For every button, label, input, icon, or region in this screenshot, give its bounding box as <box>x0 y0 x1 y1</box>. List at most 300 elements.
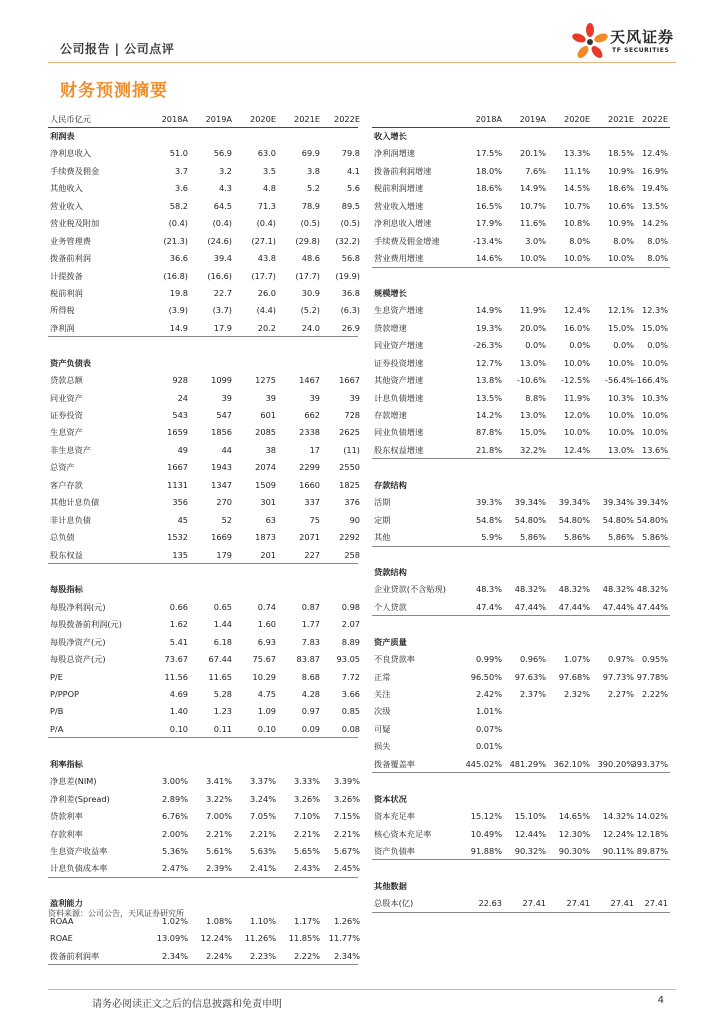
cell-value: (0.5) <box>300 218 320 229</box>
cell-value: 1.02% <box>161 915 188 926</box>
cell-value: 1.60 <box>257 619 276 630</box>
table-row <box>372 407 670 424</box>
row-label: 每股指标 <box>50 584 83 595</box>
row-label: 盈利能力 <box>50 898 83 909</box>
cell-value: 27.41 <box>610 898 634 909</box>
table-row <box>48 145 358 162</box>
cell-value: (0.5) <box>340 218 360 229</box>
cell-value: 11.26% <box>244 933 276 944</box>
section-header-row <box>48 756 358 773</box>
cell-value: 49 <box>177 444 188 455</box>
cell-value: 19.3% <box>475 322 502 333</box>
cell-value: 8.89 <box>341 636 360 647</box>
row-label: 手续费及佣金 <box>50 165 100 176</box>
cell-value: 1.08% <box>205 915 232 926</box>
cell-value: 2550 <box>339 462 360 473</box>
row-label: 拨备前利润 <box>50 253 91 264</box>
row-label: 同业资产增速 <box>374 340 424 351</box>
table-row <box>48 390 358 407</box>
cell-value: 0.99% <box>475 654 502 665</box>
cell-value: 13.0% <box>519 410 546 420</box>
row-label: 税前利润 <box>50 287 83 298</box>
cell-value: 5.65% <box>293 845 320 856</box>
table-row <box>48 930 358 947</box>
cell-value: 7.05% <box>249 811 276 822</box>
table-row <box>48 424 358 441</box>
cell-value: 48.6 <box>301 253 320 264</box>
row-label: 净利息收入增速 <box>374 218 432 229</box>
row-label: 拨备覆盖率 <box>374 758 415 769</box>
cell-value: 39 <box>349 392 360 403</box>
cell-value: 12.44% <box>514 828 546 839</box>
cell-value: 2.37% <box>519 689 546 699</box>
cell-value: 3.6 <box>174 183 188 194</box>
cell-value: 2.41% <box>249 863 276 874</box>
cell-value: 38 <box>265 444 276 455</box>
row-label: 营业收入 <box>50 200 83 211</box>
cell-value: 11.56 <box>164 671 188 682</box>
cell-value: 64.5 <box>213 200 232 211</box>
cell-value: 20.1% <box>519 148 546 159</box>
cell-value: 14.2% <box>641 218 668 229</box>
row-label: 生息资产收益率 <box>50 845 108 856</box>
cell-value: 11.9% <box>563 392 590 403</box>
cell-value: 20.2 <box>257 322 276 333</box>
header-year: 2019A <box>205 114 232 124</box>
cell-value: 17.5% <box>475 148 502 159</box>
cell-value: 5.61% <box>205 845 232 856</box>
cell-value: 63.0 <box>257 148 276 159</box>
cell-value: 10.7% <box>519 200 546 211</box>
cell-value: 3.22% <box>205 793 232 804</box>
cell-value: 6.18 <box>213 636 232 647</box>
cell-value: 5.86% <box>519 532 546 543</box>
section-header-row <box>372 878 670 895</box>
cell-value: 0.65 <box>213 601 232 612</box>
section-header-row <box>372 564 670 581</box>
cell-value: (19.9) <box>335 270 360 281</box>
cell-value: -10.6% <box>517 375 546 386</box>
cell-value: (32.2) <box>335 235 360 246</box>
table-row <box>372 843 670 860</box>
cell-value: 11.6% <box>519 218 546 229</box>
table-row <box>372 669 670 686</box>
cell-value: 11.9% <box>519 305 546 316</box>
cell-value: 445.02% <box>465 758 502 769</box>
cell-value: 1659 <box>167 427 188 438</box>
cell-value: 258 <box>344 549 360 560</box>
cell-value: 11.65 <box>208 671 232 682</box>
table-row <box>372 145 670 162</box>
cell-value: 97.73% <box>602 671 634 682</box>
cell-value: 1.07% <box>563 654 590 665</box>
table-row <box>372 215 670 232</box>
cell-value: 2.34% <box>333 950 360 961</box>
table-row <box>48 163 358 180</box>
cell-value: (16.8) <box>163 270 188 281</box>
cell-value: 1532 <box>167 532 188 543</box>
row-label: ROAA <box>50 915 74 926</box>
row-label: 同业资产 <box>50 392 83 403</box>
table-row <box>48 878 358 895</box>
cell-value: 1943 <box>211 462 232 473</box>
section-header-row <box>372 634 670 651</box>
cell-value: 1669 <box>211 532 232 543</box>
cell-value: -56.4% <box>605 375 634 386</box>
table-row <box>48 669 358 686</box>
row-label: 净息差(NIM) <box>50 776 97 787</box>
cell-value: 2625 <box>339 427 360 438</box>
header-year: 2018A <box>475 114 502 124</box>
row-label: 非生息资产 <box>50 444 91 455</box>
header-year: 2018A <box>161 114 188 124</box>
cell-value: 18.5% <box>607 148 634 159</box>
cell-value: 135 <box>172 549 188 560</box>
cell-value: (6.3) <box>340 305 360 316</box>
cell-value: 47.44% <box>558 601 590 612</box>
table-row <box>48 459 358 476</box>
table-row <box>48 320 358 337</box>
row-label: 其他收入 <box>50 183 83 194</box>
cell-value: 16.0% <box>563 322 590 333</box>
cell-value: 36.6 <box>169 253 188 264</box>
table-row <box>48 337 358 354</box>
row-label: 资产质量 <box>374 636 407 647</box>
cell-value: 2.43% <box>293 863 320 874</box>
cell-value: 13.8% <box>475 375 502 386</box>
cell-value: 3.0% <box>525 235 546 246</box>
cell-value: 89.5 <box>341 200 360 211</box>
cell-value: 1.10% <box>249 915 276 926</box>
logo-text-en: TF SECURITIES <box>612 47 670 54</box>
header-year: 2021E <box>293 114 320 124</box>
row-label: 资本状况 <box>374 793 407 804</box>
row-label: 贷款增速 <box>374 322 407 333</box>
row-label: 贷款总额 <box>50 375 83 386</box>
cell-value: 2.24% <box>205 950 232 961</box>
table-row <box>48 791 358 808</box>
cell-value: 56.8 <box>341 253 360 264</box>
cell-value: 39.34% <box>602 497 634 508</box>
cell-value: 30.9 <box>301 287 320 298</box>
table-row <box>372 302 670 319</box>
row-label: 拨备前利润增速 <box>374 165 432 176</box>
row-label: 每股拨备前利润(元) <box>50 619 122 630</box>
table-row <box>372 721 670 738</box>
table-row <box>372 180 670 197</box>
cell-value: 0.74 <box>257 601 276 612</box>
cell-value: 2.27% <box>607 689 634 699</box>
cell-value: 0.09 <box>301 723 320 734</box>
table-row <box>48 599 358 616</box>
cell-value: 0.0% <box>525 340 546 351</box>
cell-value: 12.7% <box>475 357 502 368</box>
cell-value: 1.40 <box>169 706 188 717</box>
table-row <box>372 529 670 546</box>
company-logo <box>570 20 680 64</box>
cell-value: 201 <box>260 549 276 560</box>
cell-value: 5.86% <box>641 532 668 543</box>
cell-value: 73.67 <box>164 654 188 665</box>
cell-value: (17.7) <box>251 270 276 281</box>
cell-value: 1.62 <box>169 619 188 630</box>
cell-value: 0.0% <box>613 340 634 351</box>
row-label: 资本充足率 <box>374 811 415 822</box>
cell-value: 14.9% <box>519 183 546 194</box>
cell-value: 7.83 <box>301 636 320 647</box>
table-row <box>372 250 670 267</box>
cell-value: 2.34% <box>161 950 188 961</box>
cell-value: (24.6) <box>207 235 232 246</box>
cell-value: 63 <box>265 514 276 525</box>
cell-value: 3.8 <box>306 165 320 176</box>
cell-value: 48.3% <box>475 584 502 595</box>
table-row <box>372 372 670 389</box>
cell-value: 24 <box>177 392 188 403</box>
row-label: 利率指标 <box>50 758 83 769</box>
cell-value: 36.8 <box>341 287 360 298</box>
row-label: 正常 <box>374 671 391 682</box>
report-header-title: 公司报告 | 公司点评 <box>60 42 175 56</box>
cell-value: 54.8% <box>475 514 502 525</box>
cell-value: 47.44% <box>602 601 634 612</box>
table-row <box>48 808 358 825</box>
cell-value: 1275 <box>255 375 276 386</box>
cell-value: 14.2% <box>475 410 502 420</box>
cell-value: 71.3 <box>257 200 276 211</box>
cell-value: (0.4) <box>168 218 188 229</box>
cell-value: 10.0% <box>563 427 590 438</box>
cell-value: 4.69 <box>169 689 188 699</box>
cell-value: 7.72 <box>341 671 360 682</box>
cell-value: 2085 <box>255 427 276 438</box>
cell-value: -12.5% <box>561 375 590 386</box>
cell-value: 1.17% <box>293 915 320 926</box>
table-row <box>48 180 358 197</box>
cell-value: 97.68% <box>558 671 590 682</box>
cell-value: 15.0% <box>607 322 634 333</box>
cell-value: 270 <box>216 497 232 508</box>
cell-value: 362.10% <box>553 758 590 769</box>
row-label: 净利润增速 <box>374 148 415 159</box>
cell-value: 1.77 <box>301 619 320 630</box>
table-row <box>48 477 358 494</box>
row-label: 每股净利润(元) <box>50 601 106 612</box>
logo-text-cn: 天风证券 <box>610 28 675 46</box>
cell-value: 2338 <box>299 427 320 438</box>
cell-value: 3.26% <box>333 793 360 804</box>
cell-value: 22.7 <box>213 287 232 298</box>
row-label: 营业收入增速 <box>374 200 424 211</box>
table-row <box>372 442 670 459</box>
table-row <box>372 703 670 720</box>
cell-value: 1099 <box>211 375 232 386</box>
cell-value: 26.9 <box>341 322 360 333</box>
table-row <box>48 372 358 389</box>
cell-value: 2.07 <box>341 619 360 630</box>
cell-value: 7.15% <box>333 811 360 822</box>
row-label: 计息负债增速 <box>374 392 424 403</box>
cell-value: 3.41% <box>205 776 232 787</box>
cell-value: 13.6% <box>641 444 668 455</box>
cell-value: 227 <box>304 549 320 560</box>
cell-value: 2.47% <box>161 863 188 874</box>
row-label: 其他数据 <box>374 880 407 891</box>
cell-value: 90.30% <box>558 845 590 856</box>
cell-value: 20.0% <box>519 322 546 333</box>
cell-value: 24.0 <box>301 322 320 333</box>
row-label: 总资产 <box>50 462 75 473</box>
table-row <box>372 826 670 843</box>
table-row <box>372 459 670 476</box>
cell-value: 0.10 <box>257 723 276 734</box>
table-row <box>372 895 670 912</box>
row-label: P/A <box>50 723 64 734</box>
cell-value: 7.00% <box>205 811 232 822</box>
cell-value: 11.77% <box>328 933 360 944</box>
cell-value: 0.96% <box>519 654 546 665</box>
cell-value: 10.0% <box>607 427 634 438</box>
cell-value: 39.34% <box>636 497 668 508</box>
cell-value: 0.66 <box>169 601 188 612</box>
cell-value: 5.86% <box>607 532 634 543</box>
cell-value: 14.9 <box>169 322 188 333</box>
cell-value: 10.0% <box>563 357 590 368</box>
cell-value: 601 <box>260 410 276 420</box>
cell-value: 87.8% <box>475 427 502 438</box>
table-row <box>48 198 358 215</box>
cell-value: 44 <box>221 444 232 455</box>
cell-value: 3.24% <box>249 793 276 804</box>
cell-value: 17 <box>309 444 320 455</box>
table-row <box>372 355 670 372</box>
cell-value: 18.0% <box>475 165 502 176</box>
cell-value: 12.4% <box>641 148 668 159</box>
cell-value: (17.7) <box>295 270 320 281</box>
cell-value: 2.32% <box>563 689 590 699</box>
table-row <box>372 599 670 616</box>
cell-value: 3.33% <box>293 776 320 787</box>
table-row <box>372 616 670 633</box>
cell-value: 19.4% <box>641 183 668 194</box>
table-row <box>372 773 670 790</box>
cell-value: 17.9 <box>213 322 232 333</box>
cell-value: 12.0% <box>563 410 590 420</box>
cell-value: 7.6% <box>525 165 546 176</box>
cell-value: 39.34% <box>558 497 590 508</box>
cell-value: 75 <box>309 514 320 525</box>
cell-value: (4.4) <box>256 305 276 316</box>
cell-value: -166.4% <box>633 375 668 386</box>
cell-value: 79.8 <box>341 148 360 159</box>
cell-value: 14.9% <box>475 305 502 316</box>
cell-value: 17.9% <box>475 218 502 229</box>
header-year: 2019A <box>519 114 546 124</box>
row-label: 个人贷款 <box>374 601 407 612</box>
cell-value: (5.2) <box>300 305 320 316</box>
cell-value: 928 <box>172 375 188 386</box>
row-label: 税前利润增速 <box>374 183 424 194</box>
cell-value: 547 <box>216 410 232 420</box>
table-row <box>48 738 358 755</box>
row-label: 每股总资产(元) <box>50 654 106 665</box>
cell-value: 10.6% <box>607 200 634 211</box>
cell-value: 8.8% <box>525 392 546 403</box>
cell-value: 75.67 <box>252 654 276 665</box>
row-label: 证券投资增速 <box>374 357 424 368</box>
row-label: 营业费用增速 <box>374 253 424 264</box>
section-title: 财务预测摘要 <box>60 81 168 101</box>
cell-value: (21.3) <box>163 235 188 246</box>
table-row <box>372 651 670 668</box>
cell-value: 10.9% <box>607 165 634 176</box>
cell-value: 10.0% <box>641 357 668 368</box>
cell-value: 11.85% <box>288 933 320 944</box>
row-label: 收入增长 <box>374 131 407 141</box>
cell-value: 376 <box>344 497 360 508</box>
row-label: 股东权益增速 <box>374 444 424 455</box>
cell-value: 1509 <box>255 479 276 490</box>
row-label: 损失 <box>374 741 391 752</box>
cell-value: 728 <box>344 410 360 420</box>
cell-value: 15.0% <box>519 427 546 438</box>
table-row <box>372 686 670 703</box>
row-label: 业务管理费 <box>50 235 91 246</box>
cell-value: 5.36% <box>161 845 188 856</box>
cell-value: 5.6 <box>346 183 360 194</box>
cell-value: 10.8% <box>563 218 590 229</box>
cell-value: 7.10% <box>293 811 320 822</box>
header-year: 2020E <box>249 114 276 124</box>
cell-value: 12.18% <box>636 828 668 839</box>
cell-value: 8.68 <box>301 671 320 682</box>
cell-value: 0.0% <box>647 340 668 351</box>
row-label: P/B <box>50 706 64 717</box>
cell-value: 39.3% <box>475 497 502 508</box>
row-label: 总股本(亿) <box>374 898 414 909</box>
section-header-row <box>372 791 670 808</box>
page-number: 4 <box>657 995 664 1006</box>
cell-value: 90.32% <box>514 845 546 856</box>
cell-value: 10.49% <box>470 828 502 839</box>
table-row <box>48 233 358 250</box>
cell-value: 1347 <box>211 479 232 490</box>
row-label: 证券投资 <box>50 410 83 420</box>
cell-value: 3.7 <box>174 165 188 176</box>
cell-value: 14.02% <box>636 811 668 822</box>
cell-value: 8.0% <box>647 235 668 246</box>
table-row <box>48 215 358 232</box>
table-row <box>48 773 358 790</box>
row-label: 规模增长 <box>374 287 407 298</box>
cell-value: 1873 <box>255 532 276 543</box>
cell-value: 39.34% <box>514 497 546 508</box>
table-row <box>48 250 358 267</box>
cell-value: 1467 <box>299 375 320 386</box>
table-row <box>372 756 670 773</box>
cell-value: 0.10 <box>169 723 188 734</box>
cell-value: 5.9% <box>481 532 502 543</box>
table-row <box>372 337 670 354</box>
cell-value: 2.21% <box>205 828 232 839</box>
cell-value: 47.44% <box>636 601 668 612</box>
cell-value: 56.9 <box>213 148 232 159</box>
cell-value: 0.97 <box>301 706 320 717</box>
cell-value: 12.30% <box>558 828 590 839</box>
cell-value: 51.0 <box>169 148 188 159</box>
cell-value: 54.80% <box>602 514 634 525</box>
row-label: 非计息负债 <box>50 514 91 525</box>
